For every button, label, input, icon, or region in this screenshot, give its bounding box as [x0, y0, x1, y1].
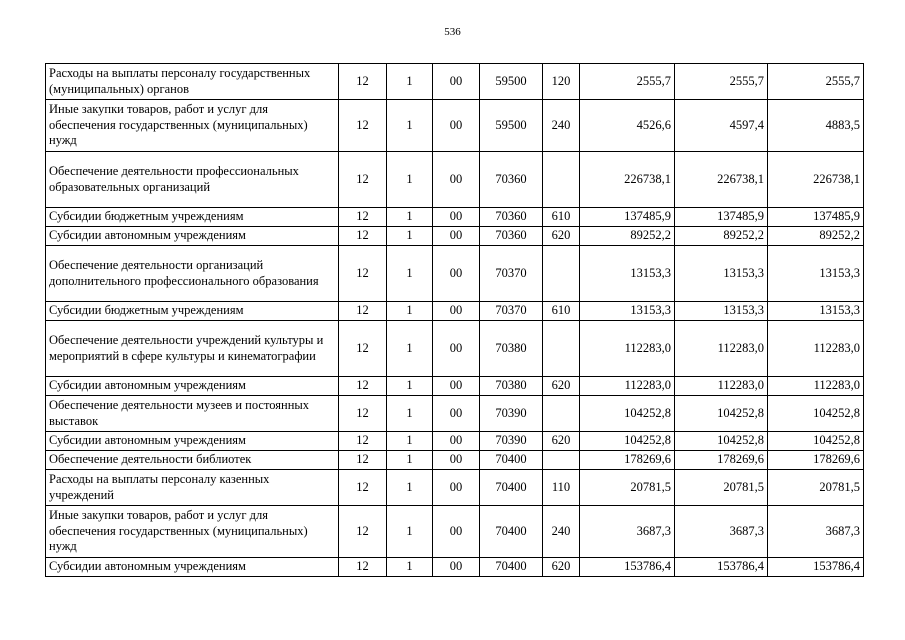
target-item-code-cell: 70360 [480, 208, 543, 227]
program-code-cell: 00 [433, 302, 480, 321]
section-code-cell: 12 [339, 321, 387, 377]
amount-year1-cell: 104252,8 [580, 396, 675, 432]
expense-name-cell: Субсидии автономным учреждениям [46, 227, 339, 246]
program-code-cell: 00 [433, 152, 480, 208]
table-row [46, 100, 864, 152]
expense-type-code-cell: 620 [543, 377, 580, 396]
amount-year3-cell: 104252,8 [768, 432, 864, 451]
program-code-cell: 00 [433, 506, 480, 558]
expense-name-cell: Обеспечение деятельности профессиональных образовательных организаций [46, 152, 339, 208]
program-code-cell: 00 [433, 470, 480, 506]
amount-year3-cell: 137485,9 [768, 208, 864, 227]
amount-year1-cell: 2555,7 [580, 64, 675, 100]
program-code-cell: 00 [433, 64, 480, 100]
section-code-cell: 12 [339, 470, 387, 506]
subsection-code-cell: 1 [387, 321, 433, 377]
subsection-code-cell: 1 [387, 377, 433, 396]
program-code-cell: 00 [433, 246, 480, 302]
program-code-cell: 00 [433, 321, 480, 377]
table-row [46, 506, 864, 558]
expense-name-cell: Субсидии бюджетным учреждениям [46, 302, 339, 321]
table-row [46, 396, 864, 432]
section-code-cell: 12 [339, 302, 387, 321]
section-code-cell: 12 [339, 100, 387, 152]
expense-name-cell: Субсидии автономным учреждениям [46, 432, 339, 451]
amount-year3-cell: 89252,2 [768, 227, 864, 246]
program-code-cell: 00 [433, 558, 480, 577]
target-item-code-cell: 70400 [480, 506, 543, 558]
section-code-cell: 12 [339, 208, 387, 227]
expense-type-code-cell: 610 [543, 302, 580, 321]
target-item-code-cell: 70370 [480, 302, 543, 321]
expense-name-cell: Иные закупки товаров, работ и услуг для обеспечения государственных (муниципальных) нужд [46, 100, 339, 152]
amount-year3-cell: 112283,0 [768, 377, 864, 396]
section-code-cell: 12 [339, 432, 387, 451]
amount-year3-cell: 178269,6 [768, 451, 864, 470]
expense-name-cell: Субсидии бюджетным учреждениям [46, 208, 339, 227]
amount-year2-cell: 13153,3 [675, 246, 768, 302]
amount-year3-cell: 153786,4 [768, 558, 864, 577]
target-item-code-cell: 59500 [480, 64, 543, 100]
expense-name-cell: Расходы на выплаты персоналу государственных (муниципальных) органов [46, 64, 339, 100]
expense-name-cell: Субсидии автономным учреждениям [46, 377, 339, 396]
table-row [46, 64, 864, 100]
expense-name-cell: Обеспечение деятельности библиотек [46, 451, 339, 470]
amount-year3-cell: 104252,8 [768, 396, 864, 432]
subsection-code-cell: 1 [387, 64, 433, 100]
target-item-code-cell: 70400 [480, 558, 543, 577]
amount-year2-cell: 112283,0 [675, 377, 768, 396]
program-code-cell: 00 [433, 432, 480, 451]
section-code-cell: 12 [339, 396, 387, 432]
subsection-code-cell: 1 [387, 451, 433, 470]
amount-year2-cell: 112283,0 [675, 321, 768, 377]
amount-year3-cell: 2555,7 [768, 64, 864, 100]
subsection-code-cell: 1 [387, 227, 433, 246]
section-code-cell: 12 [339, 64, 387, 100]
section-code-cell: 12 [339, 451, 387, 470]
table-row [46, 432, 864, 451]
amount-year1-cell: 3687,3 [580, 506, 675, 558]
program-code-cell: 00 [433, 451, 480, 470]
section-code-cell: 12 [339, 227, 387, 246]
expense-type-code-cell: 240 [543, 100, 580, 152]
table-row [46, 208, 864, 227]
program-code-cell: 00 [433, 100, 480, 152]
expense-type-code-cell [543, 246, 580, 302]
target-item-code-cell: 59500 [480, 100, 543, 152]
amount-year1-cell: 112283,0 [580, 321, 675, 377]
subsection-code-cell: 1 [387, 208, 433, 227]
expense-type-code-cell: 240 [543, 506, 580, 558]
amount-year1-cell: 137485,9 [580, 208, 675, 227]
amount-year2-cell: 178269,6 [675, 451, 768, 470]
subsection-code-cell: 1 [387, 100, 433, 152]
subsection-code-cell: 1 [387, 396, 433, 432]
amount-year1-cell: 178269,6 [580, 451, 675, 470]
expense-type-code-cell [543, 396, 580, 432]
section-code-cell: 12 [339, 377, 387, 396]
amount-year2-cell: 20781,5 [675, 470, 768, 506]
amount-year1-cell: 13153,3 [580, 246, 675, 302]
amount-year3-cell: 112283,0 [768, 321, 864, 377]
target-item-code-cell: 70380 [480, 321, 543, 377]
table-row [46, 451, 864, 470]
amount-year1-cell: 104252,8 [580, 432, 675, 451]
expense-type-code-cell: 110 [543, 470, 580, 506]
amount-year3-cell: 4883,5 [768, 100, 864, 152]
table-body [46, 64, 864, 577]
table-row [46, 321, 864, 377]
section-code-cell: 12 [339, 506, 387, 558]
amount-year1-cell: 112283,0 [580, 377, 675, 396]
expense-name-cell: Обеспечение деятельности организаций дополнительного профессионального образования [46, 246, 339, 302]
table-row [46, 227, 864, 246]
amount-year3-cell: 13153,3 [768, 246, 864, 302]
target-item-code-cell: 70390 [480, 396, 543, 432]
target-item-code-cell: 70380 [480, 377, 543, 396]
expense-name-cell: Иные закупки товаров, работ и услуг для обеспечения государственных (муниципальных) нужд [46, 506, 339, 558]
table-row [46, 152, 864, 208]
program-code-cell: 00 [433, 396, 480, 432]
table-row [46, 470, 864, 506]
subsection-code-cell: 1 [387, 302, 433, 321]
expense-type-code-cell: 620 [543, 558, 580, 577]
table-row [46, 246, 864, 302]
expense-type-code-cell [543, 451, 580, 470]
target-item-code-cell: 70400 [480, 470, 543, 506]
expense-type-code-cell [543, 152, 580, 208]
target-item-code-cell: 70390 [480, 432, 543, 451]
amount-year2-cell: 3687,3 [675, 506, 768, 558]
expense-type-code-cell [543, 321, 580, 377]
amount-year1-cell: 153786,4 [580, 558, 675, 577]
program-code-cell: 00 [433, 227, 480, 246]
subsection-code-cell: 1 [387, 246, 433, 302]
section-code-cell: 12 [339, 152, 387, 208]
amount-year3-cell: 13153,3 [768, 302, 864, 321]
amount-year3-cell: 226738,1 [768, 152, 864, 208]
expense-name-cell: Обеспечение деятельности музеев и постоянных выставок [46, 396, 339, 432]
amount-year2-cell: 104252,8 [675, 432, 768, 451]
amount-year1-cell: 226738,1 [580, 152, 675, 208]
amount-year2-cell: 226738,1 [675, 152, 768, 208]
subsection-code-cell: 1 [387, 152, 433, 208]
section-code-cell: 12 [339, 558, 387, 577]
amount-year2-cell: 2555,7 [675, 64, 768, 100]
amount-year1-cell: 89252,2 [580, 227, 675, 246]
amount-year2-cell: 89252,2 [675, 227, 768, 246]
amount-year1-cell: 20781,5 [580, 470, 675, 506]
expense-type-code-cell: 620 [543, 432, 580, 451]
amount-year1-cell: 4526,6 [580, 100, 675, 152]
expense-type-code-cell: 120 [543, 64, 580, 100]
target-item-code-cell: 70400 [480, 451, 543, 470]
expense-type-code-cell: 620 [543, 227, 580, 246]
page-number: 536 [444, 26, 461, 38]
amount-year3-cell: 20781,5 [768, 470, 864, 506]
subsection-code-cell: 1 [387, 432, 433, 451]
budget-table [45, 63, 864, 577]
amount-year2-cell: 153786,4 [675, 558, 768, 577]
table-row [46, 377, 864, 396]
program-code-cell: 00 [433, 208, 480, 227]
amount-year2-cell: 104252,8 [675, 396, 768, 432]
subsection-code-cell: 1 [387, 470, 433, 506]
subsection-code-cell: 1 [387, 506, 433, 558]
expense-type-code-cell: 610 [543, 208, 580, 227]
target-item-code-cell: 70370 [480, 246, 543, 302]
target-item-code-cell: 70360 [480, 227, 543, 246]
target-item-code-cell: 70360 [480, 152, 543, 208]
section-code-cell: 12 [339, 246, 387, 302]
table-row [46, 558, 864, 577]
expense-name-cell: Обеспечение деятельности учреждений культуры и мероприятий в сфере культуры и кинематографии [46, 321, 339, 377]
expense-name-cell: Субсидии автономным учреждениям [46, 558, 339, 577]
expense-name-cell: Расходы на выплаты персоналу казенных учреждений [46, 470, 339, 506]
amount-year1-cell: 13153,3 [580, 302, 675, 321]
amount-year2-cell: 137485,9 [675, 208, 768, 227]
amount-year3-cell: 3687,3 [768, 506, 864, 558]
program-code-cell: 00 [433, 377, 480, 396]
amount-year2-cell: 13153,3 [675, 302, 768, 321]
amount-year2-cell: 4597,4 [675, 100, 768, 152]
table-row [46, 302, 864, 321]
subsection-code-cell: 1 [387, 558, 433, 577]
